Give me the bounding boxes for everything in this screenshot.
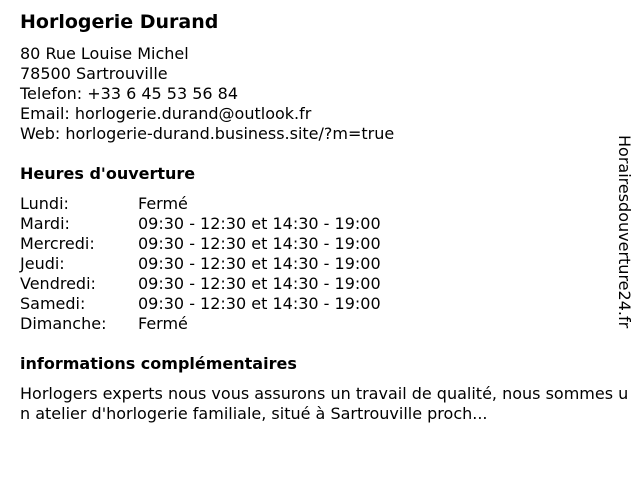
email-line: Email: horlogerie.durand@outlook.fr — [20, 104, 312, 123]
hours-row-sunday — [20, 314, 381, 334]
day-label: Mardi: — [20, 214, 70, 233]
day-hours: 09:30 - 12:30 et 14:30 - 19:00 — [138, 214, 381, 233]
day-label: Mercredi: — [20, 234, 95, 253]
day-hours: 09:30 - 12:30 et 14:30 - 19:00 — [138, 294, 381, 313]
phone-line: Telefon: +33 6 45 53 56 84 — [20, 84, 239, 103]
day-label: Vendredi: — [20, 274, 96, 293]
hours-row-thursday — [20, 254, 381, 274]
day-label: Jeudi: — [20, 254, 65, 273]
day-label: Lundi: — [20, 194, 69, 213]
business-name: Horlogerie Durand — [20, 11, 219, 33]
hours-table — [20, 194, 381, 334]
brand-watermark: Horairesdouverture24.fr — [615, 135, 634, 329]
hours-row-tuesday — [20, 214, 381, 234]
day-hours: 09:30 - 12:30 et 14:30 - 19:00 — [138, 234, 381, 253]
day-hours: Fermé — [138, 194, 188, 213]
hours-heading: Heures d'ouverture — [20, 164, 196, 183]
address-street: 80 Rue Louise Michel — [20, 44, 189, 63]
info-heading: informations complémentaires — [20, 354, 297, 373]
day-label: Samedi: — [20, 294, 86, 313]
day-hours: 09:30 - 12:30 et 14:30 - 19:00 — [138, 274, 381, 293]
hours-row-wednesday — [20, 234, 381, 254]
day-hours: Fermé — [138, 314, 188, 333]
contact-block — [20, 44, 394, 144]
hours-row-saturday — [20, 294, 381, 314]
address-city: 78500 Sartrouville — [20, 64, 168, 83]
web-line: Web: horlogerie-durand.business.site/?m=true — [20, 124, 395, 143]
day-hours: 09:30 - 12:30 et 14:30 - 19:00 — [138, 254, 381, 273]
hours-row-monday — [20, 194, 381, 214]
day-label: Dimanche: — [20, 314, 107, 333]
info-description: Horlogers experts nous vous assurons un travail de qualité, nous sommes un atelier d'horlogerie familiale, situé à Sartrouville proch... — [20, 384, 629, 423]
hours-row-friday — [20, 274, 381, 294]
